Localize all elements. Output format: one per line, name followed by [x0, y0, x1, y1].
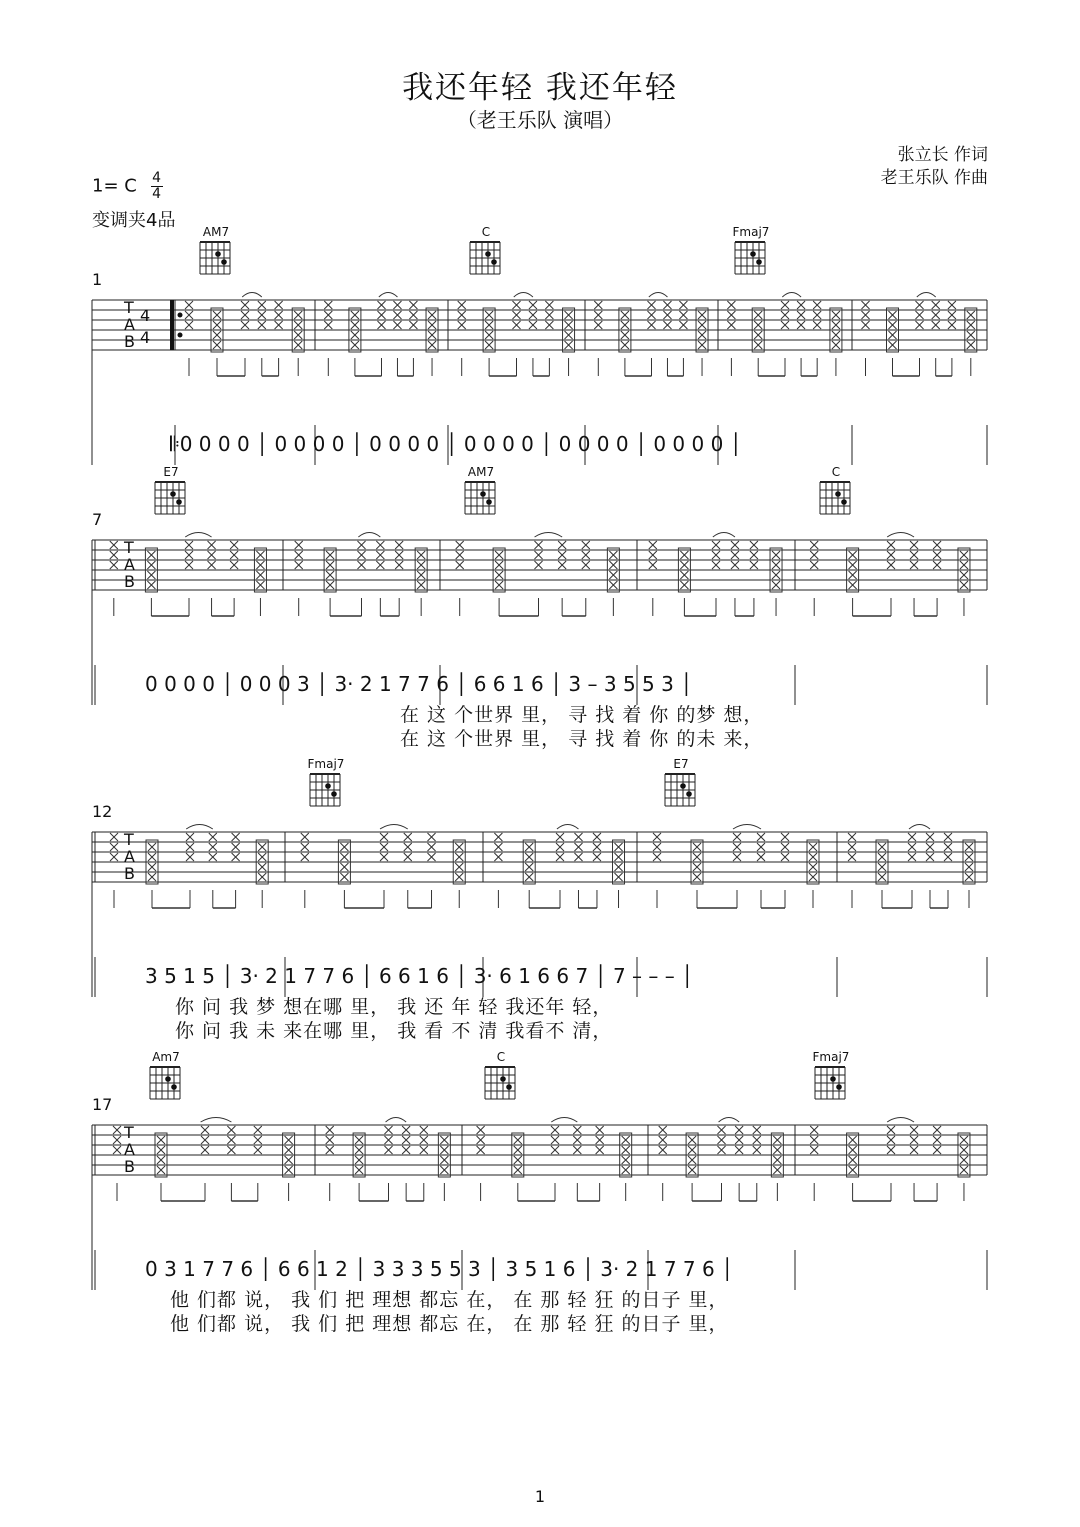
- tab-label-a: A: [124, 847, 135, 866]
- chord-name: C: [831, 465, 841, 479]
- lyric-line-1: 他 们都 说， 我 们 把 理想 都忘 在， 在 那 轻 狂 的日子 里，: [170, 1289, 729, 1311]
- tab-time-top: 4: [140, 306, 151, 325]
- tab-label-b: B: [124, 572, 135, 591]
- chord-diagram: [812, 1050, 853, 1064]
- chord-name: Am7: [152, 1050, 180, 1064]
- tab-label-a: A: [124, 555, 135, 574]
- chord-name: Fmaj7: [812, 1050, 850, 1064]
- performer-subtitle: （老王乐队 演唱）: [456, 108, 624, 132]
- chord-diagram: [155, 465, 193, 479]
- tab-label-b: B: [124, 1157, 135, 1176]
- key-text: 1= C: [92, 175, 137, 197]
- chord-diagram: [820, 465, 858, 479]
- lyric-line-2: 他 们都 说， 我 们 把 理想 都忘 在， 在 那 轻 狂 的日子 里，: [170, 1313, 729, 1335]
- chord-name: C: [496, 1050, 506, 1064]
- system-number: 17: [92, 1095, 113, 1114]
- chord-diagram: [732, 225, 773, 239]
- lyric-line-1: 你 问 我 梦 想在哪 里， 我 还 年 轻 我还年 轻，: [175, 996, 613, 1018]
- lyric-line-1: 在 这 个世界 里， 寻 找 着 你 的梦 想，: [400, 704, 764, 726]
- tab-label-b: B: [124, 332, 135, 351]
- chord-name: Fmaj7: [732, 225, 770, 239]
- lyric-line-2: 你 问 我 未 来在哪 里， 我 看 不 清 我看不 清，: [175, 1020, 613, 1042]
- chord-diagram: [150, 1050, 188, 1064]
- chord-diagram: [485, 1050, 523, 1064]
- chord-name: E7: [673, 757, 689, 771]
- jianpu-notation: 𝄆0 0 0 0 │ 0 0 0 0 │ 0 0 0 0 │ 0 0 0 0 │ 0 0 0 0 │ 0 0 0 0 │: [170, 432, 742, 456]
- lyric-line-2: 在 这 个世界 里， 寻 找 着 你 的未 来，: [400, 728, 764, 750]
- tab-label-t: T: [124, 298, 134, 317]
- page-number: 1: [534, 1487, 546, 1506]
- jianpu-notation: 0 3 1 7 7 6 │ 6 6 1 2 │ 3 3 3 5 5 3 │ 3 5 1 6 │ 3· 2 1 7 7 6 │: [145, 1257, 734, 1281]
- system-number: 1: [92, 270, 103, 289]
- tab-label-t: T: [124, 1123, 134, 1142]
- chord-diagram: [200, 225, 238, 239]
- tab-label-a: A: [124, 315, 135, 334]
- tab-label-b: B: [124, 864, 135, 883]
- jianpu-notation: 3 5 1 5 │ 3· 2 1 7 7 6 │ 6 6 1 6 │ 3· 6 1 6 6 7 │ 7 – – – │: [145, 964, 694, 988]
- composer-credit: 老王乐队 作曲: [880, 168, 988, 188]
- chord-name: AM7: [202, 225, 230, 239]
- chord-name: C: [481, 225, 491, 239]
- tab-label-a: A: [124, 1140, 135, 1159]
- chord-diagram: [465, 465, 503, 479]
- tab-label-t: T: [124, 538, 134, 557]
- capo-note: 变调夹4品: [92, 210, 176, 231]
- tab-time-bottom: 4: [140, 328, 151, 347]
- time-signature: $\frac{4}{4}$: [152, 170, 162, 202]
- lyricist-credit: 张立长 作词: [897, 145, 988, 165]
- chord-name: AM7: [467, 465, 495, 479]
- system-number: 7: [92, 510, 103, 529]
- chord-diagram: [665, 757, 703, 771]
- tab-label-t: T: [124, 830, 134, 849]
- jianpu-notation: 0 0 0 0 │ 0 0 0 3 │ 3· 2 1 7 7 6 │ 6 6 1 6 │ 3 – 3 5 5 3 │: [145, 672, 693, 696]
- chord-diagram: [470, 225, 508, 239]
- song-title: 我还年轻 我还年轻: [402, 70, 678, 106]
- chord-name: E7: [163, 465, 179, 479]
- chord-diagram: [307, 757, 348, 771]
- chord-name: Fmaj7: [307, 757, 345, 771]
- system-number: 12: [92, 802, 113, 821]
